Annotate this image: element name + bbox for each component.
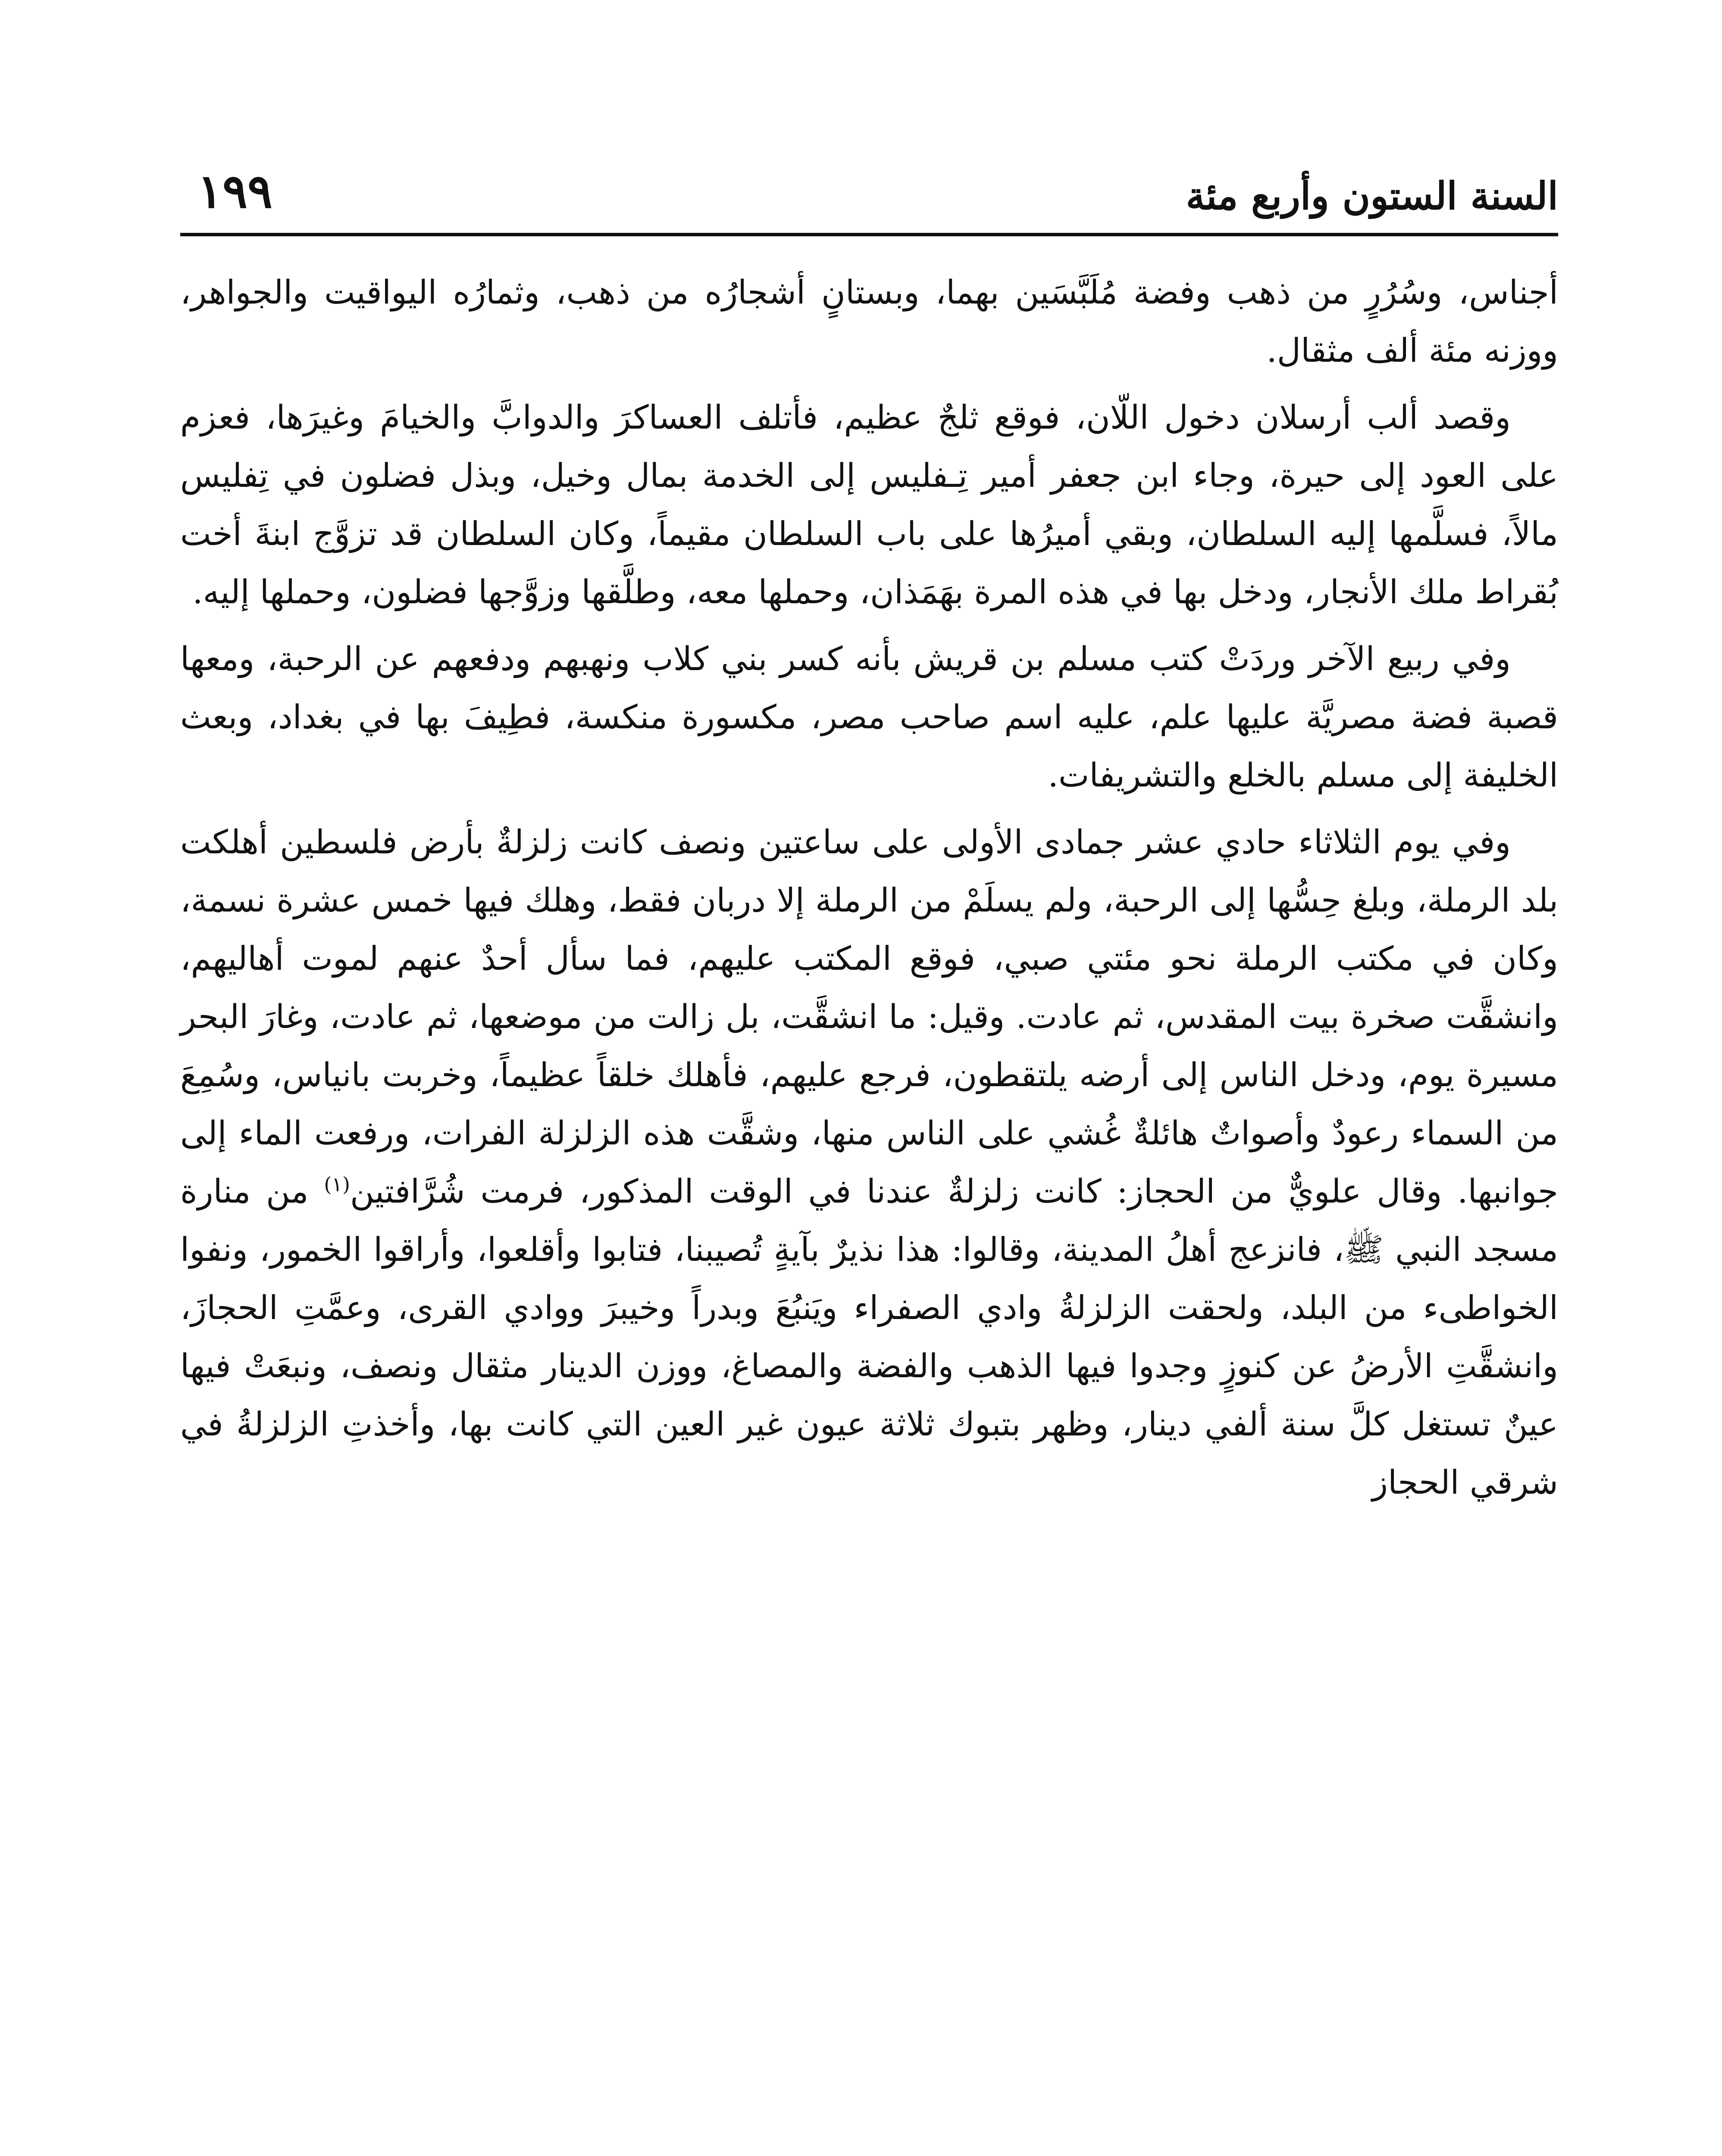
earthquake-text-part-2: من منارة مسجد النبي ﷺ، فانزعج أهلُ المدينة، وقالوا: هذا نذيرٌ بآيةٍ تُصيبنا، فتابوا وأقلعوا، وأراقوا الخمور، ونفوا الخواطىء من البلد، ولحقت الزلزلةُ وادي الصفراء ويَنبُعَ وبدراً وخيبرَ ووادي القرى، وعمَّتِ الحجازَ، وانشقَّتِ الأرضُ عن كنوزٍ وجدوا فيها الذهب والفضة والمصاغ، ووزن الدينار مثقال ونصف، ونبعَتْ فيها عينٌ تستغل كلَّ سنة ألفي دينار، وظهر بتبوك ثلاثة عيون غير العين التي كانت بها، وأخذتِ الزلزلةُ في شرقي الحجاز xyxy=(180,1172,1559,1501)
footnote-reference-mark[interactable]: (١) xyxy=(324,1172,350,1196)
header-divider xyxy=(180,233,1558,236)
running-header xyxy=(180,142,1558,241)
paragraph-earthquake xyxy=(180,813,1558,1511)
paragraph-continuation: أجناس، وسُرُرٍ من ذهب وفضة مُلَبَّسَين بهما، وبستانٍ أشجارُه من ذهب، وثمارُه اليواقيت والجواهر، ووزنه مئة ألف مثقال. xyxy=(180,273,1558,370)
paragraph-alp-arslan: وقصد ألب أرسلان دخول اللّان، فوقع ثلجٌ عظيم، فأتلف العساكرَ والدوابَّ والخيامَ وغيرَها، فعزم على العود إلى حيرة، وجاء ابن جعفر أمير تِـفليس إلى الخدمة بمال وخيل، وبذل فضلون في تِفليس مالاً، فسلَّمها إليه السلطان، وبقي أميرُها على باب السلطان مقيماً، وكان السلطان قد تزوَّج ابنةَ أخت بُقراط ملك الأنجار، ودخل بها في هذه المرة بهَمَذان، وحملها معه، وطلَّقها وزوَّجها فضلون، وحملها إليه. xyxy=(180,398,1558,611)
main-text xyxy=(180,263,1558,1520)
earthquake-text-part-1: وفي يوم الثلاثاء حادي عشر جمادى الأولى على ساعتين ونصف كانت زلزلةٌ بأرض فلسطين أهلكت بلد الرملة، وبلغ حِسُّها إلى الرحبة، ولم يسلَمْ من الرملة إلا دربان فقط، وهلك فيها خمس عشرة نسمة، وكان في مكتب الرملة نحو مئتي صبي، فوقع المكتب عليهم، فما سأل أحدٌ عنهم لموت أهاليهم، وانشقَّت صخرة بيت المقدس، ثم عادت. وقيل: ما انشقَّت، بل زالت من موضعها، ثم عادت، وغارَ البحر مسيرة يوم، ودخل الناس إلى أرضه يلتقطون، فرجع عليهم، فأهلك خلقاً عظيماً، وخربت بانياس، وسُمِعَ من السماء رعودٌ وأصواتٌ هائلةٌ غُشي على الناس منها، وشقَّت هذه الزلزلة الفرات، ورفعت الماء إلى جوانبها. وقال علويٌّ من الحجاز: كانت زلزلةٌ عندنا في الوقت المذكور، فرمت شُرَّافتين xyxy=(180,823,1559,1210)
page-number: ١٩٩ xyxy=(197,164,273,219)
paragraph-rabi-al-akhir: وفي ربيع الآخر وردَتْ كتب مسلم بن قريش بأنه كسر بني كلاب ونهبهم ودفعهم عن الرحبة، ومعها قصبة فضة مصريَّة عليها علم، عليه اسم صاحب مصر، مكسورة منكسة، فطِيفَ بها في بغداد، وبعث الخليفة إلى مسلم بالخلع والتشريفات. xyxy=(180,639,1558,794)
running-title: السنة الستون وأربع مئة xyxy=(1186,173,1558,218)
